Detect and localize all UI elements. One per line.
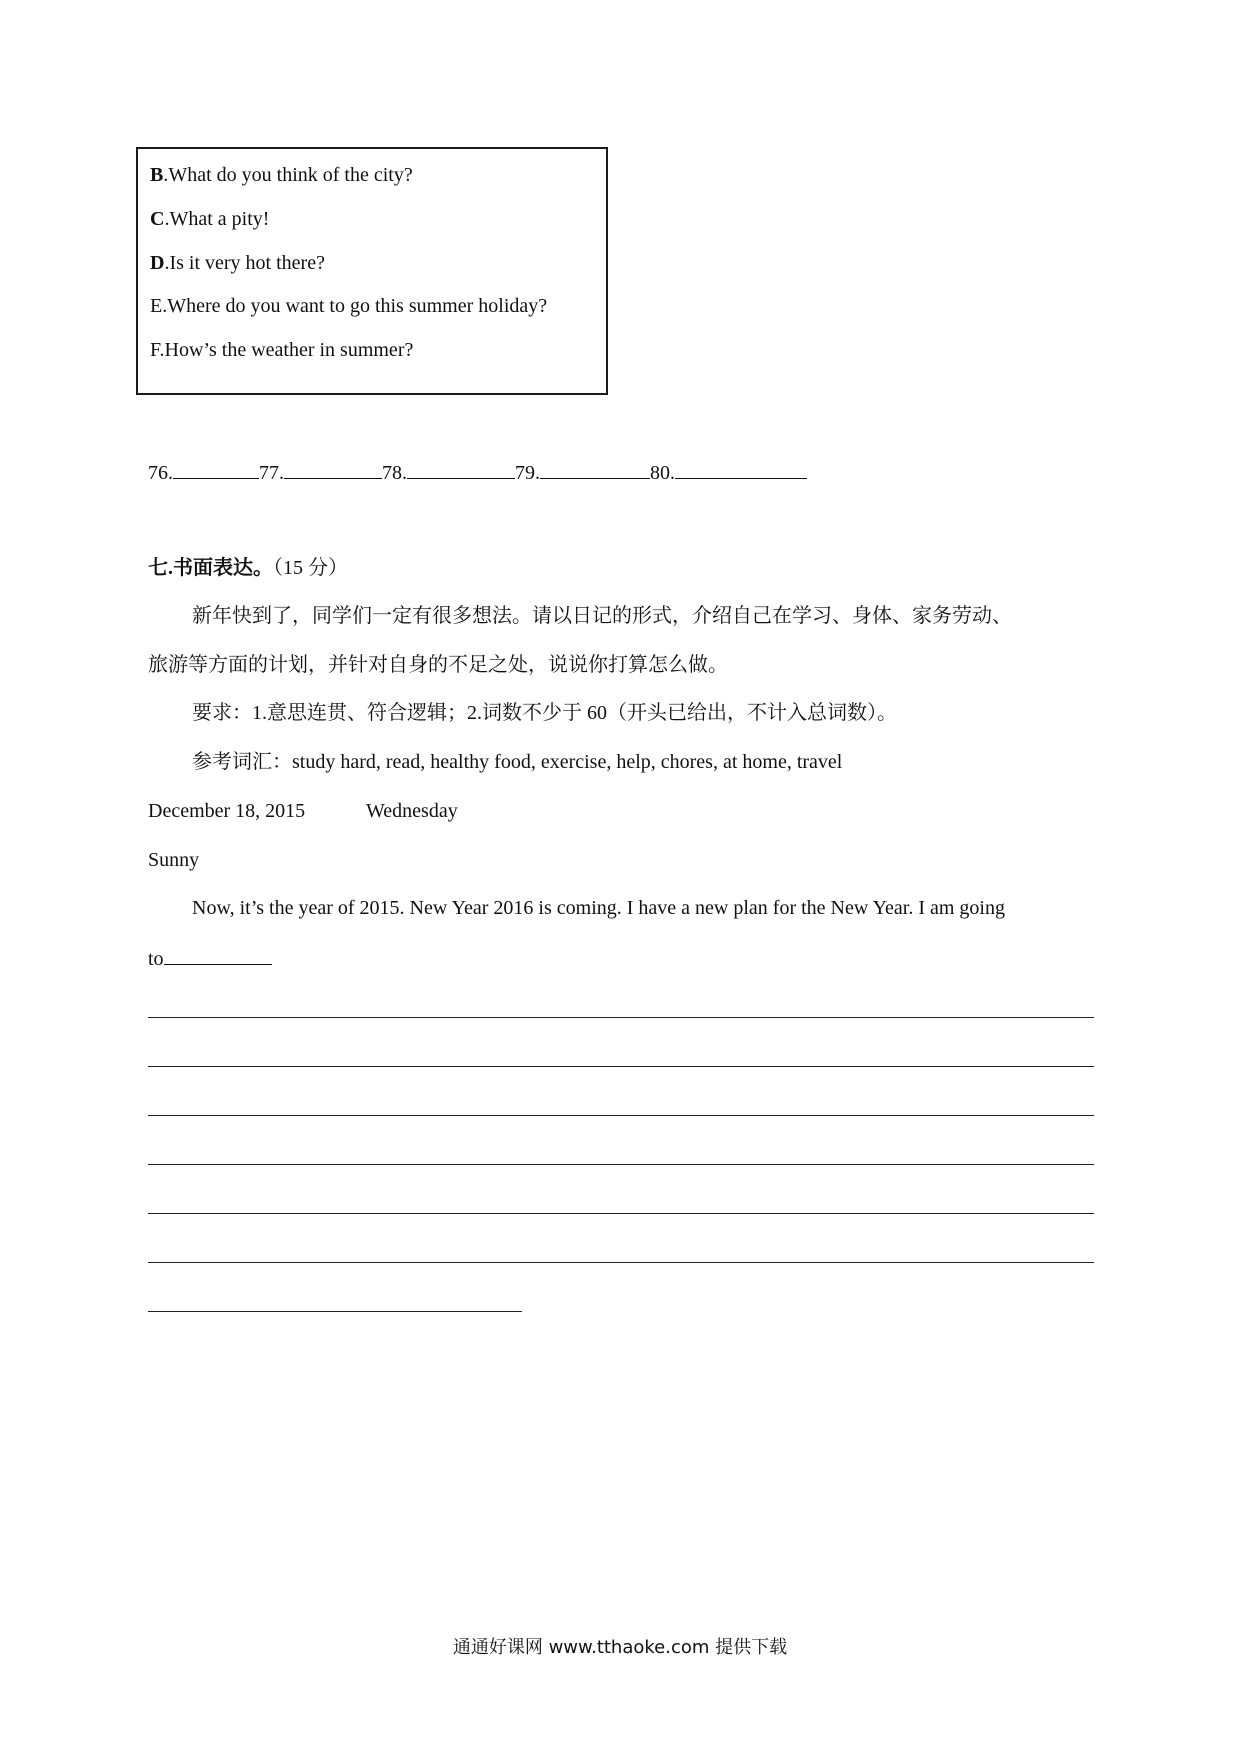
answer-number: 78.: [382, 462, 407, 484]
option-e: [150, 294, 547, 318]
writing-line-1[interactable]: [148, 1017, 1094, 1018]
option-letter: D: [150, 252, 165, 274]
option-letter: C: [150, 208, 165, 230]
option-text: .What do you think of the city?: [163, 164, 413, 186]
prompt-line-2: 旅游等方面的计划，并针对自身的不足之处，说说你打算怎么做。: [148, 654, 728, 676]
diary-continuation: [148, 944, 272, 972]
diary-weather: Sunny: [148, 849, 200, 871]
prompt-line-1: 新年快到了，同学们一定有很多想法。请以日记的形式，介绍自己在学习、身体、家务劳动、: [192, 605, 1012, 627]
page-footer: 通通好课网 www.tthaoke.com 提供下载: [452, 1637, 788, 1658]
option-text: .Is it very hot there?: [164, 252, 325, 274]
option-c: [150, 207, 269, 231]
writing-line-4[interactable]: [148, 1164, 1094, 1165]
answer-blank-78[interactable]: [407, 458, 515, 479]
answer-blanks: [148, 458, 807, 486]
answer-number: 80.: [650, 462, 675, 484]
writing-line-7[interactable]: [148, 1311, 522, 1312]
diary-date: December 18, 2015: [148, 800, 306, 822]
answer-blank-80[interactable]: [675, 458, 807, 479]
section-title: [148, 555, 348, 581]
diary-weekday: Wednesday: [366, 800, 458, 822]
option-letter: F: [150, 339, 160, 361]
option-letter: E: [150, 295, 163, 317]
writing-line-3[interactable]: [148, 1115, 1094, 1116]
continuation-blank[interactable]: [164, 944, 272, 965]
section-score: （15 分）: [273, 557, 348, 579]
section-heading: 七.书面表达。: [148, 557, 273, 579]
answer-blank-77[interactable]: [284, 458, 382, 479]
option-f: [150, 338, 413, 362]
diary-opening: Now, it’s the year of 2015. New Year 2016 is coming. I have a new plan for the New Year. I am going: [192, 897, 1005, 919]
answer-blank-76[interactable]: [173, 458, 259, 479]
option-text: .What a pity!: [164, 208, 270, 230]
options-box: [136, 147, 608, 395]
writing-line-5[interactable]: [148, 1213, 1094, 1214]
answer-blank-79[interactable]: [540, 458, 650, 479]
option-d: [150, 251, 325, 275]
option-b: [150, 163, 413, 187]
writing-line-2[interactable]: [148, 1066, 1094, 1067]
continuation-word: to: [148, 948, 164, 970]
option-letter: B: [150, 164, 164, 186]
option-text: .How’s the weather in summer?: [159, 339, 414, 361]
requirements-text: 要求：1.意思连贯、符合逻辑；2.词数不少于 60（开头已给出，不计入总词数）。: [192, 702, 897, 724]
answer-number: 77.: [259, 462, 284, 484]
option-text: .Where do you want to go this summer holiday?: [162, 295, 548, 317]
answer-number: 79.: [515, 462, 540, 484]
writing-line-6[interactable]: [148, 1262, 1094, 1263]
vocabulary-text: 参考词汇：study hard, read, healthy food, exercise, help, chores, at home, travel: [192, 751, 843, 773]
answer-number: 76.: [148, 462, 173, 484]
